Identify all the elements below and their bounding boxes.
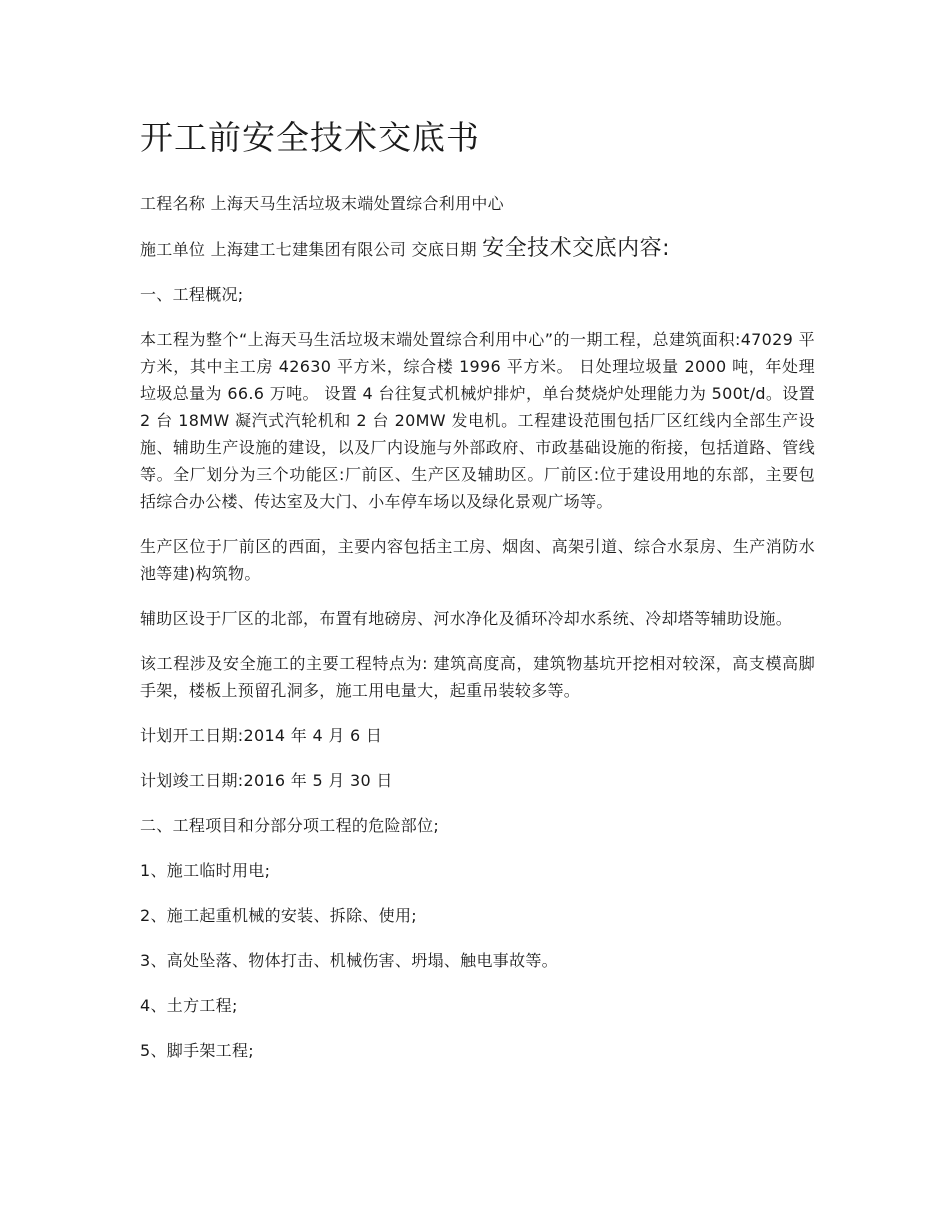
production-area-paragraph: 生产区位于厂前区的西面，主要内容包括主工房、烟囱、高架引道、综合水泵房、生产消防水池等建)构筑物。: [140, 537, 815, 583]
document-title: 开工前安全技术交底书: [140, 118, 480, 157]
planned-end-date: 计划竣工日期:2016 年 5 月 30 日: [140, 771, 393, 790]
hazard-item: 5、脚手架工程;: [140, 1041, 254, 1060]
hazard-item: 4、土方工程;: [140, 996, 238, 1015]
document-page: [140, 112, 815, 1082]
construction-unit-line: [140, 235, 815, 263]
safety-content-heading: 安全技术交底内容:: [482, 236, 671, 261]
section-2-heading: 二、工程项目和分部分项工程的危险部位;: [140, 816, 440, 835]
planned-start-date: 计划开工日期:2014 年 4 月 6 日: [140, 726, 383, 745]
section-1-heading: 一、工程概况;: [140, 285, 244, 304]
project-name-line: 工程名称 上海天马生活垃圾末端处置综合利用中心: [140, 194, 504, 213]
features-paragraph: 该工程涉及安全施工的主要工程特点为: 建筑高度高，建筑物基坑开挖相对较深，高支模高脚手架，楼板上预留孔洞多，施工用电量大，起重吊装较多等。: [140, 654, 815, 700]
hazard-item: 1、施工临时用电;: [140, 861, 271, 880]
hazard-item: 3、高处坠落、物体打击、机械伤害、坍塌、触电事故等。: [140, 951, 558, 970]
overview-paragraph: 本工程为整个“上海天马生活垃圾末端处置综合利用中心”的一期工程，总建筑面积:47029 平方米，其中主工房 42630 平方米，综合楼 1996 平方米。 日处理垃圾量 2000 吨，年处理垃圾总量为 66.6 万吨。 设置 4 台往复式机械炉排炉，单台焚烧炉处理能力为 500t/d。设置 2 台 18MW 凝汽式汽轮机和 2 台 20MW 发电机。工程建设范围包括厂区红线内全部生产设施、辅助生产设施的建设，以及厂内设施与外部政府、市政基础设施的衔接，包括道路、管线等。全厂划分为三个功能区:厂前区、生产区及辅助区。厂前区:位于建设用地的东部，主要包括综合办公楼、传达室及大门、小车停车场以及绿化景观广场等。: [140, 330, 815, 511]
construction-unit-text: 施工单位 上海建工七建集团有限公司 交底日期: [140, 240, 483, 259]
hazard-item: 2、施工起重机械的安装、拆除、使用;: [140, 906, 417, 925]
auxiliary-area-paragraph: 辅助区设于厂区的北部，布置有地磅房、河水净化及循环冷却水系统、冷却塔等辅助设施。: [140, 609, 793, 628]
